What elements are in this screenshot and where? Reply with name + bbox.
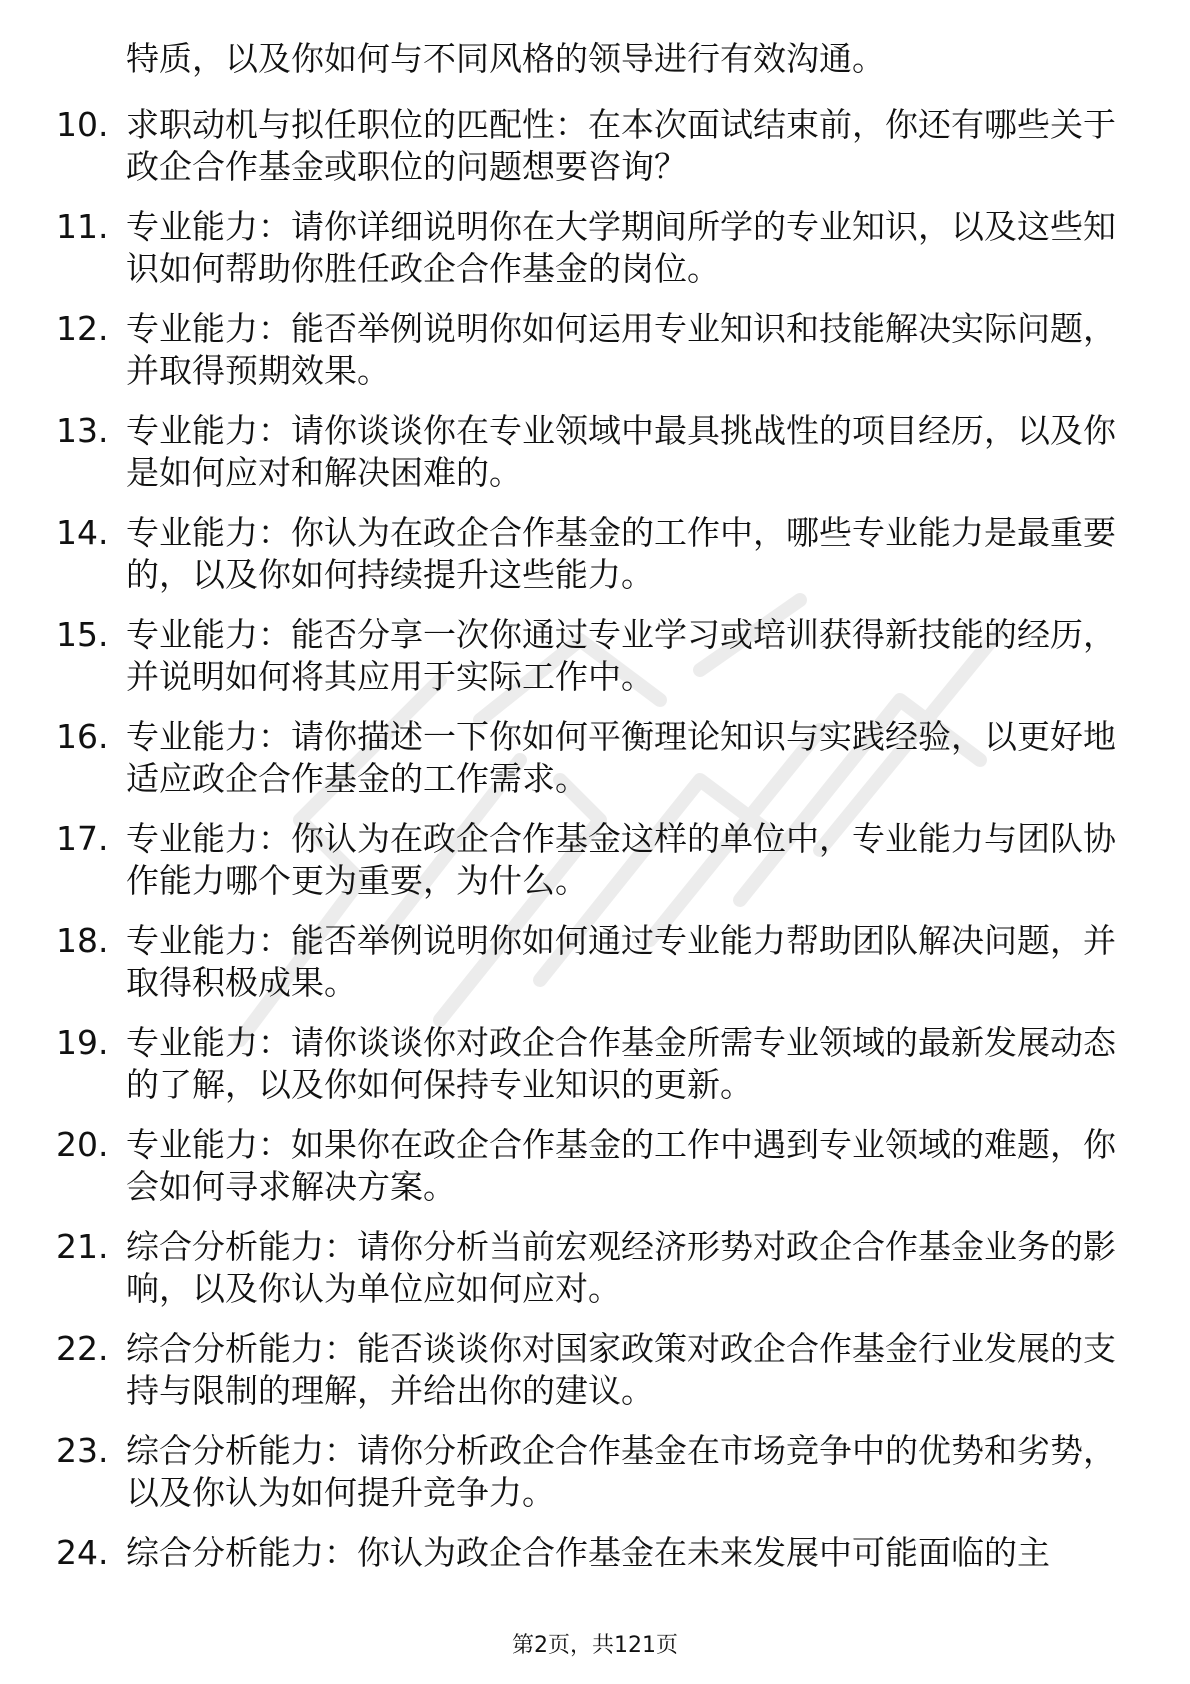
item-number: 24. — [56, 1533, 109, 1572]
item-text: 专业能力：请你谈谈你在专业领域中最具挑战性的项目经历，以及你是如何应对和解决困难的。 — [126, 411, 1116, 492]
list-item — [56, 920, 1116, 1004]
list-item — [56, 206, 1116, 290]
item-text: 专业能力：请你描述一下你如何平衡理论知识与实践经验，以更好地适应政企合作基金的工作需求。 — [126, 717, 1116, 798]
page-number: 第2页，共121页 — [512, 1633, 678, 1658]
list-item — [56, 1022, 1116, 1106]
item-text: 综合分析能力：请你分析当前宏观经济形势对政企合作基金业务的影响，以及你认为单位应如何应对。 — [126, 1227, 1116, 1308]
item-number: 15. — [56, 615, 109, 654]
item-text: 专业能力：能否举例说明你如何通过专业能力帮助团队解决问题，并取得积极成果。 — [126, 921, 1116, 1002]
item-number: 10. — [56, 105, 109, 144]
item-text: 专业能力：请你谈谈你对政企合作基金所需专业领域的最新发展动态的了解，以及你如何保持专业知识的更新。 — [126, 1023, 1116, 1104]
item-text: 专业能力：如果你在政企合作基金的工作中遇到专业领域的难题，你会如何寻求解决方案。 — [126, 1125, 1116, 1206]
item-text: 综合分析能力：能否谈谈你对国家政策对政企合作基金行业发展的支持与限制的理解，并给出你的建议。 — [126, 1329, 1116, 1410]
list-item — [56, 1430, 1116, 1514]
item-number: 20. — [56, 1125, 109, 1164]
question-list — [56, 38, 1116, 1592]
list-item — [56, 308, 1116, 392]
item-number: 12. — [56, 309, 109, 348]
item-number: 14. — [56, 513, 109, 552]
list-item — [56, 614, 1116, 698]
item-number: 11. — [56, 207, 109, 246]
list-item — [56, 716, 1116, 800]
item-number: 18. — [56, 921, 109, 960]
continuation-text: 特质，以及你如何与不同风格的领导进行有效沟通。 — [126, 39, 885, 78]
item-text: 专业能力：能否分享一次你通过专业学习或培训获得新技能的经历，并说明如何将其应用于实际工作中。 — [126, 615, 1116, 696]
item-number: 21. — [56, 1227, 109, 1266]
list-item — [56, 512, 1116, 596]
item-number: 16. — [56, 717, 109, 756]
item-text: 专业能力：你认为在政企合作基金这样的单位中，专业能力与团队协作能力哪个更为重要，为什么。 — [126, 819, 1116, 900]
item-number: 19. — [56, 1023, 109, 1062]
list-item — [56, 1532, 1116, 1574]
list-item — [56, 1328, 1116, 1412]
list-item — [56, 104, 1116, 188]
item-number: 17. — [56, 819, 109, 858]
item-text: 专业能力：你认为在政企合作基金的工作中，哪些专业能力是最重要的，以及你如何持续提升这些能力。 — [126, 513, 1116, 594]
item-text: 专业能力：能否举例说明你如何运用专业知识和技能解决实际问题，并取得预期效果。 — [126, 309, 1116, 390]
item-text: 专业能力：请你详细说明你在大学期间所学的专业知识，以及这些知识如何帮助你胜任政企合作基金的岗位。 — [126, 207, 1116, 288]
item-number: 13. — [56, 411, 109, 450]
list-item — [56, 818, 1116, 902]
item-text: 综合分析能力：你认为政企合作基金在未来发展中可能面临的主 — [126, 1533, 1050, 1572]
item-number: 23. — [56, 1431, 109, 1470]
list-item — [56, 410, 1116, 494]
item-text: 综合分析能力：请你分析政企合作基金在市场竞争中的优势和劣势，以及你认为如何提升竞争力。 — [126, 1431, 1116, 1512]
list-item — [56, 1124, 1116, 1208]
item-number: 22. — [56, 1329, 109, 1368]
list-item — [56, 1226, 1116, 1310]
item-text: 求职动机与拟任职位的匹配性：在本次面试结束前，你还有哪些关于政企合作基金或职位的问题想要咨询？ — [126, 105, 1116, 186]
